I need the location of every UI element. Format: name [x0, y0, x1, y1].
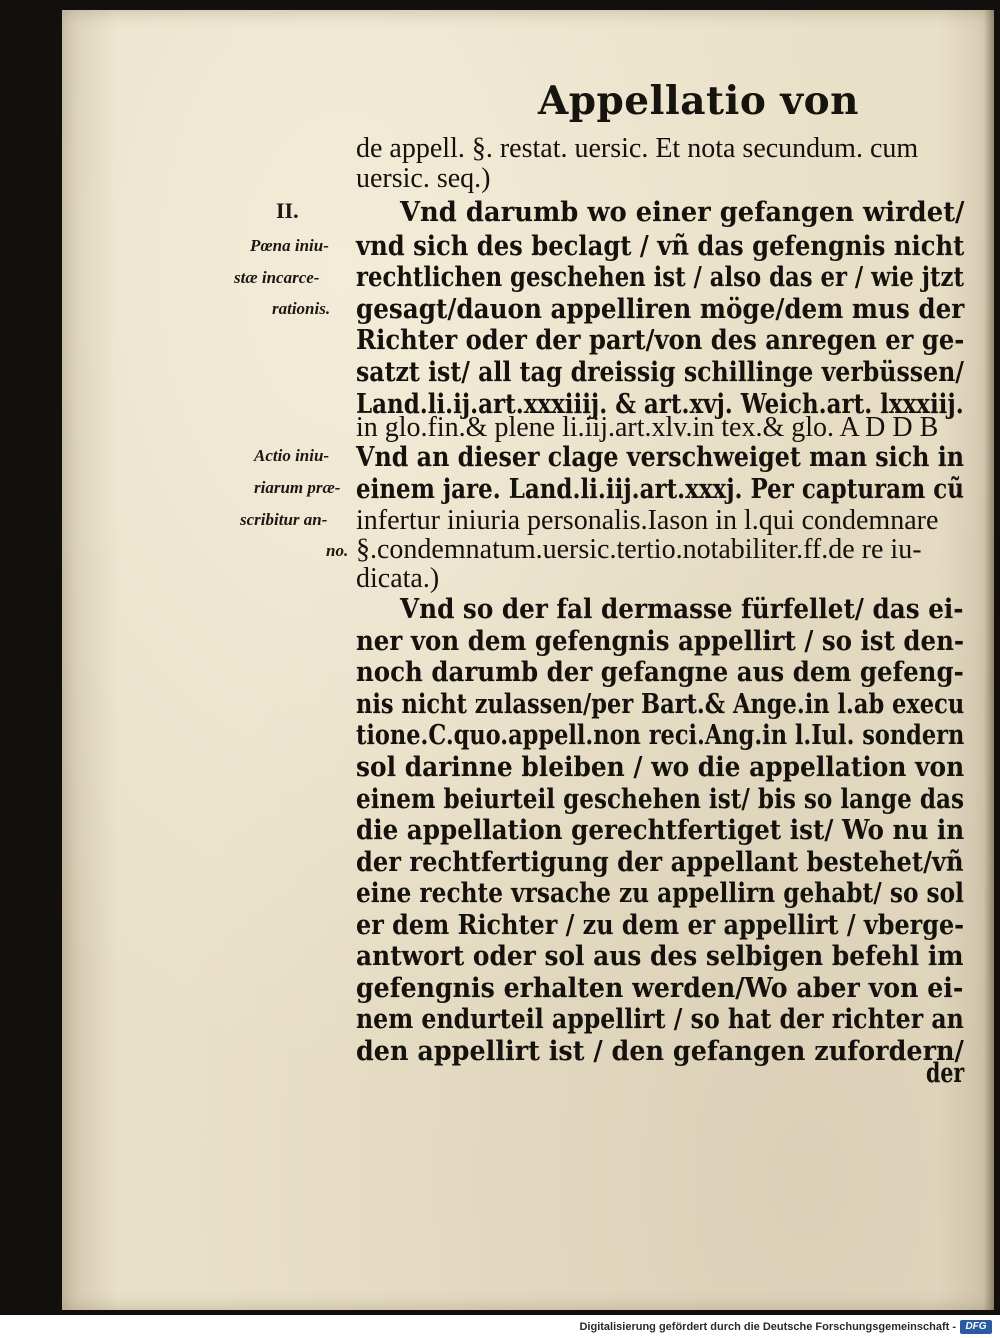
text-line: ner von dem gefengnis appellirt / so ist den- — [356, 626, 965, 657]
catchword: der — [926, 1058, 965, 1089]
text-line: nis nicht zulassen/per Bart.& Ange.in l.ab execu — [356, 689, 965, 720]
margin-note: Pœna iniu- — [250, 236, 329, 255]
text-line: die appellation gerechtfertiget ist/ Wo nu in — [356, 815, 965, 846]
text-line: gefengnis erhalten werden/Wo aber von ei- — [356, 973, 964, 1004]
text-line: antwort oder sol aus des selbigen befehl im — [356, 941, 964, 972]
page-edge-shadow — [984, 10, 994, 1310]
text-line: er dem Richter / zu dem er appellirt / vberge- — [356, 910, 965, 941]
running-head: Appellatio von — [538, 78, 859, 124]
dfg-logo-icon: DFG — [960, 1320, 992, 1334]
text-line: de appell. §. restat. uersic. Et nota secundum. cum — [356, 133, 919, 164]
text-line: der rechtfertigung der appellant bestehet/vñ — [356, 847, 964, 878]
text-line: Vnd darumb wo einer gefangen wirdet/ — [400, 197, 965, 228]
text-line: Land.li.ij.art.xxxiiij. & art.xvj. Weich.art. lxxxiij. — [356, 389, 964, 420]
margin-note: stæ incarce- — [234, 268, 320, 287]
text-line: vnd sich des beclagt / vñ das gefengnis nicht — [356, 231, 965, 262]
text-line: noch darumb der gefangne aus dem gefeng- — [356, 657, 964, 688]
margin-note: Actio iniu- — [254, 446, 330, 465]
section-number: II. — [276, 198, 299, 223]
text-line: einem beiurteil geschehen ist/ bis so lange das — [356, 784, 964, 815]
margin-note: rationis. — [272, 299, 331, 318]
text-line: uersic. seq.) — [356, 163, 491, 194]
text-line: sol darinne bleiben / wo die appellation von — [356, 752, 965, 783]
text-line: Vnd an dieser clage verschweiget man sich in — [356, 442, 965, 473]
text-line: satzt ist/ all tag dreissig schillinge verbüssen/ — [356, 357, 964, 388]
text-line: nem endurteil appellirt / so hat der richter an — [356, 1004, 964, 1035]
margin-note: scribitur an- — [240, 510, 328, 529]
text-line: tione.C.quo.appell.non reci.Ang.in l.Iul. sondern — [356, 720, 965, 751]
text-line: eine rechte vrsache zu appellirn gehabt/ so sol — [356, 878, 964, 909]
text-line: gesagt/dauon appelliren möge/dem mus der — [356, 294, 965, 325]
text-line: den appellirt ist / den gefangen zufordern/ — [356, 1036, 964, 1067]
text-line: §.condemnatum.uersic.tertio.notabiliter.ff.de re iu- — [356, 534, 922, 565]
text-line: dicata.) — [356, 563, 440, 594]
text-line: in glo.fin.& plene li.iij.art.xlv.in tex.& glo. A D D B — [356, 412, 939, 443]
text-line: infertur iniuria personalis.Iason in l.qui condemnare — [356, 505, 939, 536]
margin-note: riarum præ- — [254, 478, 341, 497]
funding-credit: Digitalisierung gefördert durch die Deutsche Forschungsgemeinschaft - — [579, 1321, 956, 1333]
text-line: einem jare. Land.li.iij.art.xxxj. Per capturam cũ — [356, 474, 964, 505]
text-line: rechtlichen geschehen ist / also das er / wie jtzt — [356, 262, 964, 293]
text-line: Vnd so der fal dermasse fürfellet/ das ei- — [400, 594, 964, 625]
margin-note: no. — [326, 541, 349, 560]
text-line: Richter oder der part/von des anregen er ge- — [356, 325, 965, 356]
